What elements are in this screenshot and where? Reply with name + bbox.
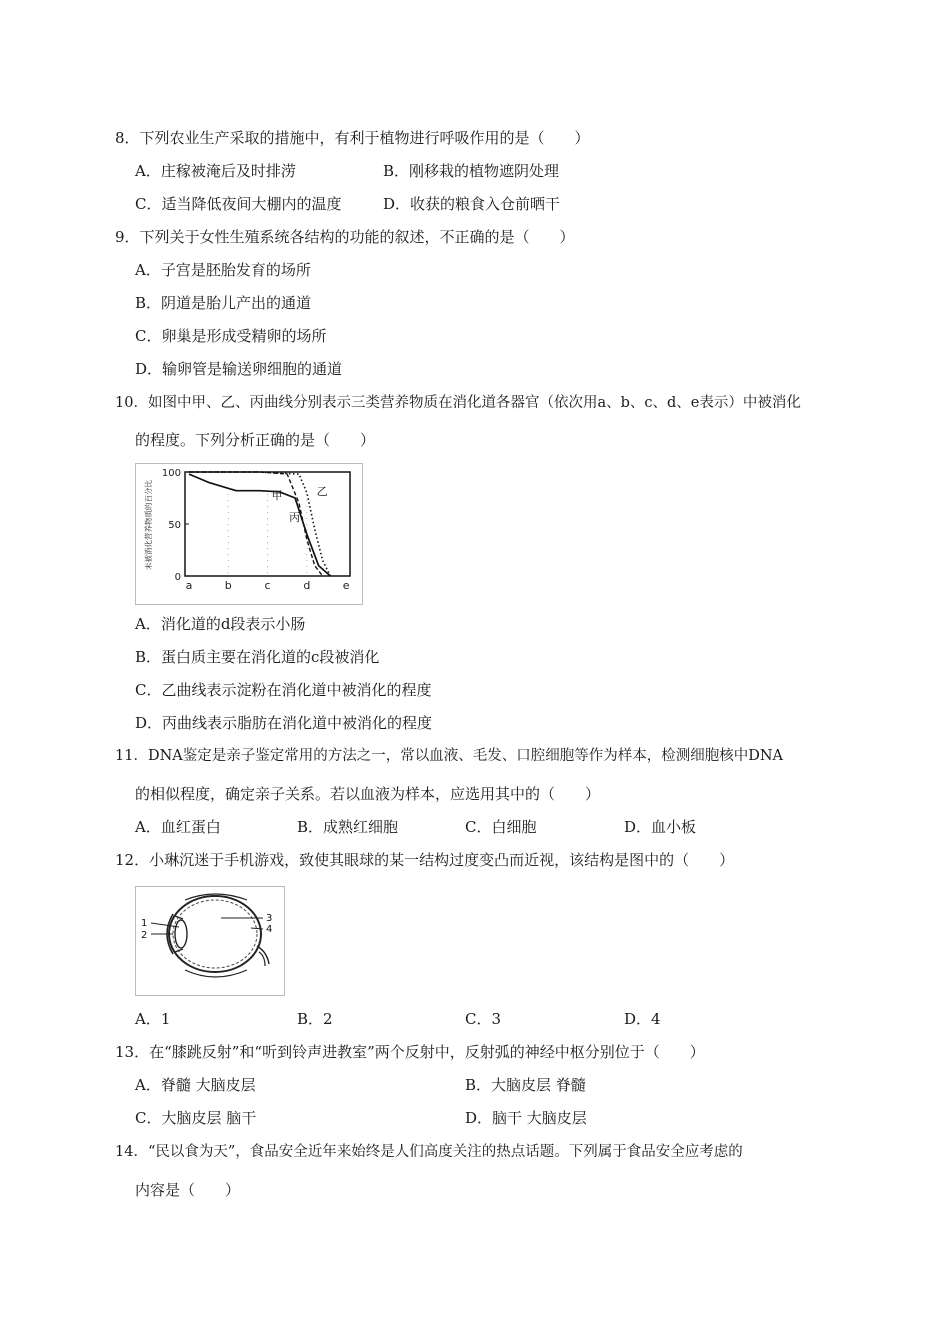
q8-option-a: A．庄稼被淹后及时排涝 — [135, 162, 296, 180]
q12-option-b: B．2 — [297, 1010, 333, 1028]
q11-option-a: A．血红蛋白 — [135, 818, 221, 836]
q11-option-b: B．成熟红细胞 — [297, 818, 399, 836]
q8-option-b: B．刚移栽的植物遮阴处理 — [383, 162, 560, 180]
q8-option-c: C．适当降低夜间大棚内的温度 — [135, 195, 342, 213]
chart-series-2-label: 乙 — [316, 484, 328, 498]
q10-option-d: D．丙曲线表示脂肪在消化道中被消化的程度 — [135, 714, 433, 732]
q9-stem: 9．下列关于女性生殖系统各结构的功能的叙述，不正确的是（ ） — [115, 228, 575, 246]
q12-option-d: D．4 — [624, 1010, 661, 1028]
chart-x-tick-label: a — [185, 579, 193, 592]
eye-label-1: 1 — [141, 918, 148, 929]
q8-stem: 8．下列农业生产采取的措施中，有利于植物进行呼吸作用的是（ ） — [115, 129, 590, 147]
q9-option-b: B．阴道是胎儿产出的通道 — [135, 294, 312, 312]
q9-option-d: D．输卵管是输送卵细胞的通道 — [135, 360, 343, 378]
digestion-chart — [135, 463, 363, 605]
q13-option-a: A．脊髓 大脑皮层 — [135, 1076, 256, 1094]
q11-stem-line2: 的相似程度，确定亲子关系。若以血液为样本，应选用其中的（ ） — [135, 785, 601, 803]
q14-stem-line2: 内容是（ ） — [135, 1181, 241, 1199]
chart-x-tick-label: b — [224, 579, 232, 592]
q9-option-a: A．子宫是胚胎发育的场所 — [135, 261, 311, 279]
q10-option-a: A．消化道的d段表示小肠 — [135, 615, 306, 633]
chart-y-tick-label: 50 — [168, 520, 181, 531]
q10-option-b: B．蛋白质主要在消化道的c段被消化 — [135, 648, 380, 666]
q12-option-c: C．3 — [465, 1010, 502, 1028]
chart-x-tick-label: d — [303, 579, 311, 592]
q11-option-d: D．血小板 — [624, 818, 697, 836]
eye-label-2: 2 — [141, 930, 148, 941]
q13-option-b: B．大脑皮层 脊髓 — [465, 1076, 586, 1094]
q12-stem: 12．小琳沉迷于手机游戏，致使其眼球的某一结构过度变凸而近视，该结构是图中的（ ） — [115, 851, 735, 869]
q13-option-c: C．大脑皮层 脑干 — [135, 1109, 257, 1127]
q10-option-c: C．乙曲线表示淀粉在消化道中被消化的程度 — [135, 681, 432, 699]
eye-label-3: 3 — [266, 913, 273, 924]
q13-stem: 13．在“膝跳反射”和“听到铃声进教室”两个反射中，反射弧的神经中枢分别位于（ ） — [115, 1043, 705, 1061]
eye-label-4: 4 — [266, 924, 273, 935]
q10-stem-line1: 10．如图中甲、乙、丙曲线分别表示三类营养物质在消化道各器官（依次用a、b、c、d、e表示）中被消化 — [115, 395, 801, 411]
q14-stem-line1: 14．“民以食为天”，食品安全近年来始终是人们高度关注的热点话题。下列属于食品安全应考虑的 — [115, 1144, 743, 1160]
eye-diagram — [135, 886, 285, 996]
q11-option-c: C．白细胞 — [465, 818, 537, 836]
q12-option-a: A．1 — [135, 1010, 171, 1028]
q13-option-d: D．脑干 大脑皮层 — [465, 1109, 587, 1127]
q8-option-d: D．收获的粮食入仓前晒干 — [383, 195, 561, 213]
chart-y-tick-label: 100 — [161, 468, 181, 479]
chart-y-tick-label: 0 — [174, 572, 181, 583]
q10-stem-line2: 的程度。下列分析正确的是（ ） — [135, 431, 376, 449]
q11-stem-line1: 11．DNA鉴定是亲子鉴定常用的方法之一，常以血液、毛发、口腔细胞等作为样本，检测细胞核中DNA — [115, 748, 784, 764]
chart-x-tick-label: c — [264, 579, 271, 592]
chart-x-tick-label: e — [342, 579, 350, 592]
chart-series-1-label: 甲 — [271, 489, 283, 503]
chart-series-3-label: 丙 — [289, 510, 301, 524]
chart-y-axis-label: 未被消化营养物质的百分比 — [144, 480, 153, 570]
q9-option-c: C．卵巢是形成受精卵的场所 — [135, 327, 327, 345]
